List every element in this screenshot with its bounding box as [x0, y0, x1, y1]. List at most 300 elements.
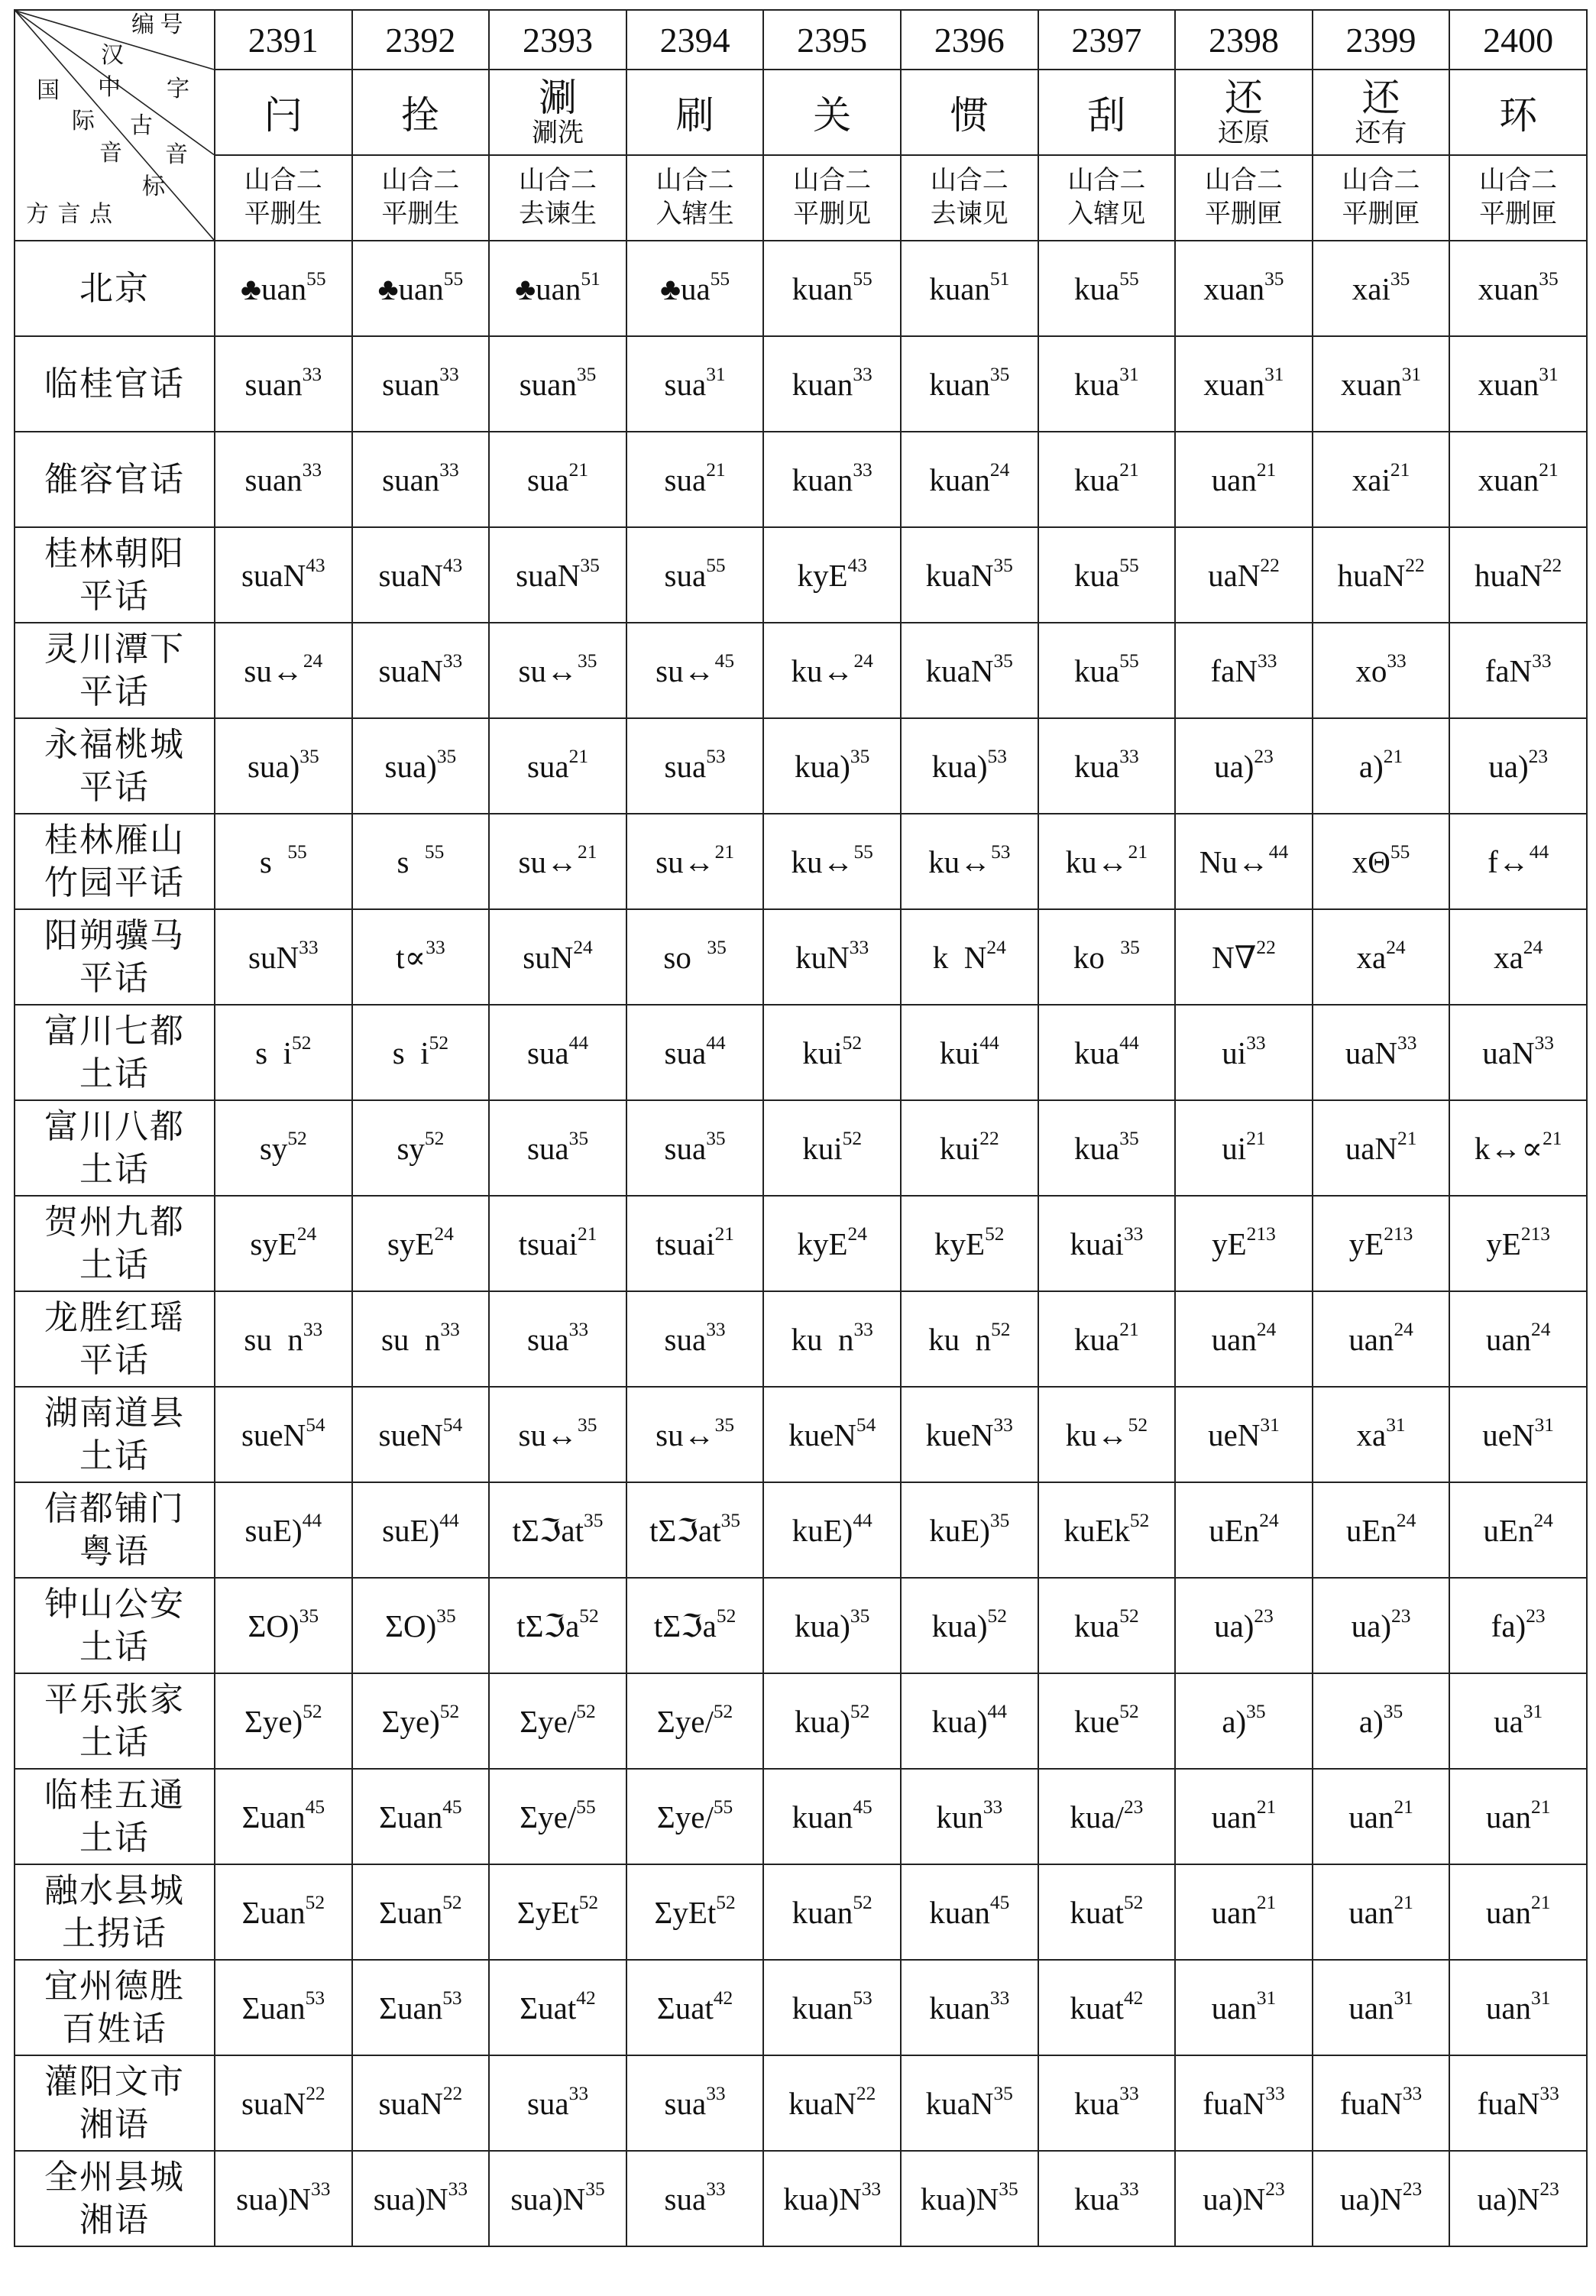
place-name-line-2: 粤语: [79, 1532, 150, 1570]
dialect-place-cell: [15, 2151, 215, 2246]
pronunciation-cell: [489, 1291, 626, 1387]
pronunciation-cell: [626, 1196, 764, 1291]
pronunciation-cell: [215, 2151, 352, 2246]
corner-label-guo: 国: [37, 78, 60, 103]
tone-value: 52: [853, 1891, 872, 1913]
pronunciation-cell: [1313, 336, 1450, 432]
ipa-transcription: ΣyEt: [654, 1894, 717, 1930]
tone-value: 53: [305, 1987, 325, 2009]
tone-value: 35: [1264, 267, 1284, 290]
pronunciation-cell: [489, 1673, 626, 1769]
tone-value: 51: [581, 267, 601, 290]
dialect-place-cell: [15, 1482, 215, 1578]
dialect-row: [15, 2151, 1587, 2246]
pronunciation-cell: [489, 814, 626, 909]
pronunciation-cell: [901, 1673, 1038, 1769]
ipa-transcription: xo: [1355, 653, 1387, 688]
tone-value: 52: [576, 1700, 596, 1722]
pronunciation-cell: [215, 1100, 352, 1196]
pronunciation-cell: [626, 718, 764, 814]
pronunciation-cell: [1313, 718, 1450, 814]
place-name-line-2: 土话: [79, 1054, 150, 1093]
ipa-transcription: kuan: [929, 461, 990, 497]
tone-value: 24: [853, 649, 873, 672]
ipa-transcription: ua: [1494, 1703, 1523, 1739]
tone-value: 21: [1397, 1127, 1417, 1149]
pronunciation-cell: [1175, 527, 1313, 623]
ipa-transcription: uan: [1348, 1894, 1394, 1930]
table-body: [15, 10, 1587, 2246]
ipa-transcription: uan: [1485, 1990, 1532, 2026]
tone-value: 33: [706, 2082, 726, 2104]
pronunciation-cell: [1313, 1196, 1450, 1291]
pronunciation-cell: [489, 2151, 626, 2246]
pronunciation-cell: [901, 718, 1038, 814]
corner-label-fangyandian: 方 言 点: [26, 202, 114, 227]
column-character: [1313, 70, 1450, 155]
place-name-line-1: 雒容官话: [44, 460, 185, 498]
ipa-transcription: so: [663, 939, 707, 975]
ipa-transcription: ΣyEt: [516, 1894, 579, 1930]
pronunciation-cell: [1449, 527, 1587, 623]
ipa-transcription: suN: [523, 939, 574, 975]
ipa-transcription: faN: [1484, 653, 1533, 688]
ipa-transcription: xa: [1356, 939, 1387, 975]
ipa-transcription: suaN: [378, 2085, 443, 2121]
tone-value: 33: [311, 2178, 331, 2200]
pronunciation-cell: [1313, 909, 1450, 1005]
dialect-place-cell: [15, 2055, 215, 2151]
pronunciation-cell: [763, 1673, 901, 1769]
tone-value: 33: [299, 936, 319, 958]
category-line-2: 平删匣: [1479, 200, 1558, 228]
pronunciation-cell: [215, 1960, 352, 2055]
pronunciation-cell: [626, 527, 764, 623]
pronunciation-cell: [1449, 1100, 1587, 1196]
tone-value: 44: [439, 1509, 459, 1531]
column-middle-chinese-category: [763, 155, 901, 241]
tone-value: 35: [585, 2178, 605, 2200]
pronunciation-cell: [763, 814, 901, 909]
tone-value: 22: [1405, 554, 1425, 576]
pronunciation-cell: [901, 1578, 1038, 1673]
ipa-transcription: uan: [1211, 461, 1257, 497]
tone-value: 52: [985, 1222, 1005, 1245]
tone-value: 31: [1119, 363, 1139, 385]
ipa-transcription: suan: [244, 366, 303, 402]
dialect-place-cell: [15, 432, 215, 527]
pronunciation-cell: [626, 2055, 764, 2151]
pronunciation-cell: [352, 1578, 490, 1673]
tone-value: 54: [306, 1414, 325, 1436]
ipa-transcription: xuan: [1340, 366, 1402, 402]
tone-value: 21: [1390, 458, 1410, 481]
ipa-transcription: ΣO): [385, 1608, 437, 1643]
place-name-line-1: 灌阳文市: [44, 2062, 185, 2100]
category-line-1: 山合二: [1204, 167, 1283, 195]
column-character: [1449, 70, 1587, 155]
pronunciation-cell: [1038, 718, 1176, 814]
dialect-row: [15, 1578, 1587, 1673]
ipa-transcription: ku↔: [791, 653, 854, 688]
pronunciation-cell: [215, 1482, 352, 1578]
ipa-transcription: kuat: [1070, 1990, 1124, 2026]
dialect-place-cell: [15, 527, 215, 623]
pronunciation-cell: [763, 909, 901, 1005]
ipa-transcription: kue: [1074, 1703, 1120, 1739]
pronunciation-cell: [1038, 1387, 1176, 1482]
ipa-transcription: Σye/: [520, 1799, 577, 1835]
pronunciation-cell: [763, 1387, 901, 1482]
tone-value: 21: [1543, 1127, 1562, 1149]
ipa-transcription: kui: [939, 1035, 980, 1070]
pronunciation-cell: [489, 1005, 626, 1100]
pronunciation-cell: [626, 336, 764, 432]
tone-value: 44: [987, 1700, 1007, 1722]
ipa-transcription: ueN: [1482, 1417, 1535, 1452]
ipa-transcription: yE: [1486, 1226, 1521, 1261]
pronunciation-cell: [1313, 241, 1450, 336]
tone-value: 35: [568, 1127, 589, 1149]
tone-value: 52: [305, 1891, 325, 1913]
pronunciation-cell: [626, 1578, 764, 1673]
pronunciation-cell: [901, 1864, 1038, 1960]
tone-value: 31: [1256, 1987, 1277, 2009]
tone-value: 213: [1246, 1222, 1276, 1245]
tone-value: 33: [1265, 2082, 1285, 2104]
pronunciation-cell: [1449, 1578, 1587, 1673]
tone-value: 33: [568, 1318, 589, 1340]
ipa-transcription: xuan: [1478, 270, 1539, 306]
tone-value: 33: [853, 1318, 873, 1340]
ipa-transcription: kua)N: [783, 2181, 862, 2217]
ipa-transcription: kuai: [1070, 1226, 1124, 1261]
pronunciation-cell: [1175, 1578, 1313, 1673]
ipa-transcription: ua): [1488, 748, 1529, 784]
tone-value: 35: [850, 1605, 870, 1627]
pronunciation-cell: [763, 1196, 901, 1291]
tone-value: 31: [1534, 1414, 1554, 1436]
dialect-place-cell: [15, 1769, 215, 1864]
pronunciation-cell: [352, 1673, 490, 1769]
tone-value: 35: [576, 363, 597, 385]
category-line-1: 山合二: [1342, 167, 1420, 195]
ipa-transcription: Σuan: [241, 1990, 306, 2026]
ipa-transcription: sua)N: [373, 2181, 448, 2217]
tone-value: 44: [302, 1509, 322, 1531]
pronunciation-cell: [1313, 1864, 1450, 1960]
ipa-transcription: kua: [1074, 461, 1120, 497]
character-usage-note: 还有: [1355, 119, 1407, 147]
tone-value: 55: [713, 1796, 733, 1818]
dialect-row: [15, 814, 1587, 909]
column-number: 2399: [1313, 10, 1450, 70]
ipa-transcription: suE): [382, 1512, 440, 1548]
dialect-row: [15, 1673, 1587, 1769]
place-name-line-1: 平乐张家: [44, 1680, 185, 1718]
tone-value: 55: [1119, 554, 1139, 576]
pronunciation-cell: [1175, 2055, 1313, 2151]
tone-value: 33: [302, 363, 322, 385]
tone-value: 31: [706, 363, 726, 385]
place-name-line-2: 平话: [79, 1341, 150, 1379]
place-name-line-1: 富川八都: [44, 1107, 185, 1145]
pronunciation-cell: [1038, 1196, 1176, 1291]
pronunciation-cell: [626, 241, 764, 336]
pronunciation-cell: [626, 1960, 764, 2055]
pronunciation-cell: [352, 336, 490, 432]
corner-label-zi: 字: [167, 76, 189, 102]
dialect-place-cell: [15, 1291, 215, 1387]
category-line-2: 平删生: [244, 200, 322, 228]
tone-value: 23: [1402, 2178, 1423, 2200]
ipa-transcription: uan: [1348, 1799, 1394, 1835]
pronunciation-cell: [1313, 2055, 1450, 2151]
ipa-transcription: Nu↔: [1199, 844, 1269, 879]
ipa-transcription: Σye): [244, 1703, 303, 1739]
ipa-transcription: uaN: [1208, 557, 1261, 593]
tone-value: 44: [1268, 840, 1289, 863]
pronunciation-cell: [1175, 814, 1313, 909]
ipa-transcription: ueN: [1208, 1417, 1261, 1452]
ipa-transcription: kuan: [929, 366, 990, 402]
pronunciation-cell: [352, 909, 490, 1005]
ipa-transcription: ku↔: [791, 844, 854, 879]
ipa-transcription: xuan: [1478, 366, 1539, 402]
character-glyph: 拴: [401, 94, 440, 137]
place-name-line-1: 全州县城: [44, 2158, 185, 2196]
tone-value: 52: [716, 1605, 736, 1627]
tone-value: 52: [1128, 1414, 1148, 1436]
ipa-transcription: sueN: [241, 1417, 306, 1452]
tone-value: 24: [303, 649, 323, 672]
tone-value: 21: [1256, 1891, 1277, 1913]
pronunciation-cell: [1038, 432, 1176, 527]
tone-value: 53: [706, 745, 726, 767]
tone-value: 52: [424, 1127, 445, 1149]
tone-value: 21: [1128, 840, 1148, 863]
ipa-transcription: kua: [1074, 1608, 1120, 1643]
ipa-transcription: kua)N: [920, 2181, 999, 2217]
tone-value: 35: [850, 745, 870, 767]
ipa-transcription: a): [1358, 748, 1384, 784]
pronunciation-cell: [763, 1769, 901, 1864]
ipa-transcription: s i: [255, 1035, 293, 1070]
ipa-transcription: suan: [244, 461, 303, 497]
ipa-transcription: Σuan: [379, 1990, 443, 2026]
tone-value: 33: [1534, 1031, 1554, 1054]
tone-value: 52: [850, 1700, 870, 1722]
pronunciation-cell: [215, 432, 352, 527]
place-name-line-1: 钟山公安: [44, 1585, 185, 1623]
pronunciation-cell: [1038, 336, 1176, 432]
category-line-2: 平删匣: [1204, 200, 1283, 228]
ipa-transcription: uan: [1348, 1321, 1394, 1357]
ipa-transcription: uan: [1348, 1990, 1394, 2026]
ipa-transcription: suan: [382, 461, 440, 497]
ipa-transcription: suaN: [241, 2085, 306, 2121]
column-middle-chinese-category: [352, 155, 490, 241]
tone-value: 24: [1396, 1509, 1416, 1531]
ipa-transcription: su↔: [518, 844, 578, 879]
pronunciation-cell: [626, 1100, 764, 1196]
tone-value: 21: [1539, 458, 1559, 481]
dialect-row: [15, 1960, 1587, 2055]
pronunciation-cell: [1449, 1960, 1587, 2055]
ipa-transcription: kun: [936, 1799, 983, 1835]
tone-value: 44: [1529, 840, 1549, 863]
pronunciation-cell: [1449, 336, 1587, 432]
pronunciation-cell: [1313, 1482, 1450, 1578]
tone-value: 52: [429, 1031, 449, 1054]
tone-value: 33: [849, 936, 869, 958]
tone-value: 35: [436, 745, 457, 767]
tone-value: 23: [1391, 1605, 1411, 1627]
ipa-transcription: sua)N: [236, 2181, 312, 2217]
dialect-row: [15, 1005, 1587, 1100]
column-number: 2396: [901, 10, 1038, 70]
ipa-transcription: sua: [664, 461, 707, 497]
ipa-transcription: uaN: [1345, 1130, 1397, 1166]
character-usage-note: 还原: [1217, 119, 1270, 147]
pronunciation-cell: [1449, 2055, 1587, 2151]
tone-value: 33: [983, 1796, 1003, 1818]
column-character: [215, 70, 352, 155]
ipa-transcription: tsuai: [518, 1226, 578, 1261]
ipa-transcription: kuan: [929, 1990, 990, 2026]
tone-value: 24: [1523, 936, 1543, 958]
tone-value: 33: [440, 1318, 460, 1340]
pronunciation-cell: [352, 2151, 490, 2246]
tone-value: 23: [1526, 1605, 1546, 1627]
ipa-transcription: ♣ua: [660, 270, 711, 306]
pronunciation-cell: [901, 336, 1038, 432]
place-name-line-2: 竹园平话: [44, 863, 185, 902]
pronunciation-cell: [901, 814, 1038, 909]
ipa-transcription: sy: [397, 1130, 425, 1166]
dialect-row: [15, 1482, 1587, 1578]
pronunciation-cell: [1038, 1769, 1176, 1864]
ipa-transcription: su↔: [656, 1417, 715, 1452]
dialect-place-cell: [15, 909, 215, 1005]
dialect-row: [15, 1387, 1587, 1482]
place-name-line-2: 土话: [79, 1245, 150, 1284]
pronunciation-cell: [352, 1482, 490, 1578]
column-character: [1038, 70, 1176, 155]
pronunciation-cell: [1449, 814, 1587, 909]
pronunciation-cell: [1038, 2055, 1176, 2151]
pronunciation-cell: [489, 1196, 626, 1291]
place-name-line-2: 平话: [79, 672, 150, 711]
ipa-transcription: yE: [1212, 1226, 1247, 1261]
tone-value: 33: [1119, 745, 1139, 767]
ipa-transcription: ku↔: [1065, 844, 1128, 879]
tone-value: 44: [979, 1031, 999, 1054]
pronunciation-cell: [763, 2055, 901, 2151]
pronunciation-cell: [901, 1482, 1038, 1578]
pronunciation-cell: [1038, 1673, 1176, 1769]
pronunciation-cell: [1313, 1673, 1450, 1769]
pronunciation-cell: [489, 336, 626, 432]
place-name-line-1: 融水县城: [44, 1871, 185, 1909]
tone-value: 24: [1259, 1509, 1279, 1531]
pronunciation-cell: [215, 1387, 352, 1482]
ipa-transcription: ua)N: [1477, 2181, 1540, 2217]
ipa-transcription: tΣℑat: [649, 1512, 721, 1548]
tone-value: 55: [1119, 649, 1139, 672]
tone-value: 35: [1390, 267, 1410, 290]
tone-value: 24: [847, 1222, 867, 1245]
ipa-transcription: sy: [259, 1130, 288, 1166]
pronunciation-cell: [901, 1196, 1038, 1291]
pronunciation-cell: [1449, 1291, 1587, 1387]
category-line-1: 山合二: [656, 167, 734, 195]
ipa-transcription: sua: [526, 1035, 569, 1070]
corner-label-gu: 古: [130, 113, 153, 138]
column-number: 2392: [352, 10, 490, 70]
pronunciation-cell: [901, 1100, 1038, 1196]
pronunciation-cell: [1313, 1100, 1450, 1196]
tone-value: 35: [714, 1414, 735, 1436]
pronunciation-cell: [1313, 1578, 1450, 1673]
ipa-transcription: kua: [1074, 748, 1120, 784]
ipa-transcription: sua: [526, 461, 569, 497]
tone-value: 35: [578, 649, 597, 672]
pronunciation-cell: [763, 432, 901, 527]
dialect-comparison-table: [14, 9, 1588, 2247]
ipa-transcription: kui: [802, 1035, 843, 1070]
pronunciation-cell: [352, 1291, 490, 1387]
pronunciation-cell: [215, 241, 352, 336]
category-line-1: 山合二: [793, 167, 872, 195]
ipa-transcription: su↔: [244, 653, 303, 688]
ipa-transcription: tΣℑa: [516, 1608, 580, 1643]
ipa-transcription: kua: [1074, 1130, 1120, 1166]
pronunciation-cell: [489, 2055, 626, 2151]
ipa-transcription: kua: [1074, 653, 1120, 688]
pronunciation-cell: [1313, 814, 1450, 909]
pronunciation-cell: [489, 623, 626, 718]
tone-value: 53: [987, 745, 1007, 767]
dialect-place-cell: [15, 1005, 215, 1100]
tone-value: 55: [443, 267, 464, 290]
pronunciation-cell: [352, 241, 490, 336]
pronunciation-cell: [215, 527, 352, 623]
pronunciation-cell: [1175, 1005, 1313, 1100]
ipa-transcription: sua: [664, 2181, 707, 2217]
tone-value: 21: [1119, 458, 1139, 481]
tone-value: 52: [303, 1700, 322, 1722]
column-number: 2394: [626, 10, 764, 70]
pronunciation-cell: [763, 1864, 901, 1960]
tone-value: 35: [707, 936, 727, 958]
pronunciation-cell: [1175, 909, 1313, 1005]
dialect-place-cell: [15, 1578, 215, 1673]
tone-value: 24: [989, 458, 1010, 481]
tone-value: 23: [1123, 1796, 1144, 1818]
pronunciation-cell: [1175, 241, 1313, 336]
ipa-transcription: ua): [1214, 748, 1254, 784]
pronunciation-cell: [763, 1005, 901, 1100]
pronunciation-cell: [352, 718, 490, 814]
ipa-transcription: yE: [1348, 1226, 1384, 1261]
place-name-line-2: 平话: [79, 577, 150, 615]
tone-value: 52: [713, 1700, 733, 1722]
ipa-transcription: Σuan: [379, 1799, 443, 1835]
ipa-transcription: ui: [1222, 1035, 1247, 1070]
ipa-transcription: tsuai: [656, 1226, 715, 1261]
dialect-place-cell: [15, 814, 215, 909]
